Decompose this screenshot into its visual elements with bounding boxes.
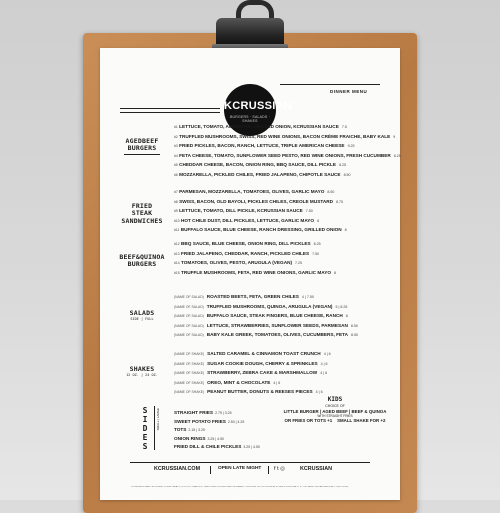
item-description: FRIED JALAPENO, CHEDDAR, RANCH, PICKLED CHILES (180, 250, 310, 256)
kids-extras (280, 418, 390, 423)
item-description: PARMESAN, MOZZARELLA, TOMATOES, OLIVES, GARLIC MAYO (179, 189, 325, 194)
menu-item (174, 380, 280, 385)
menu-item (174, 143, 355, 148)
item-number: #7 (174, 190, 178, 194)
section-beef-quinoa-burgers (114, 254, 170, 269)
item-price: 8.50 (327, 190, 335, 194)
sides-letter: S (142, 406, 148, 415)
menu-item (174, 208, 313, 213)
item-name-placeholder: (NAME OF SHAKE) (174, 352, 205, 356)
footer-rule (130, 462, 370, 463)
sides-letter: D (142, 424, 148, 433)
kids-title: KIDS (327, 396, 343, 403)
menu-item (174, 332, 358, 337)
item-description: TRUFFLE MUSHROOMS, FETA, RED WINE ONIONS, GARLIC MAYO (180, 269, 331, 275)
kids-menu (280, 396, 390, 423)
kids-shake-option: SMALL SHAKE FOR (337, 418, 380, 423)
menu-item (174, 251, 319, 256)
item-price: 8.25 (313, 242, 321, 246)
sides-letter: I (142, 415, 148, 424)
section-shakes (120, 366, 164, 377)
item-description: LETTUCE, TOMATO, AMERICAN, GRILLED ONION, KCRUSSIAN SAUCE (179, 124, 339, 129)
item-number: #13 (174, 251, 180, 256)
section-title-2: BURGERS (127, 260, 157, 269)
item-price: 8 (345, 314, 348, 318)
section-fried-steak-sandwiches (116, 203, 168, 225)
menu-item (174, 218, 319, 223)
item-description: SWISS, BACON, OLD BAYOLI, PICKLES CHILES, CREOLE MUSTARD (179, 198, 334, 204)
side-name: TOTS (174, 427, 187, 432)
item-description: HOT CHILE DUST, DILL PICKLES, LETTUCE, GARLIC MAYO (180, 217, 315, 223)
kids-choice-label: CHOICE OF (325, 404, 345, 408)
fine-print: *CONSUMING RAW OR UNDERCOOKED MEATS, POULTRY, SEAFOOD, SHELLFISH OR EGGS MAY INCREASE YOUR RISK OF FOOD BORNE ILLNESS, ESPECIALLY IF YOU HAVE CERTAIN MEDICAL CONDITIONS. (130, 486, 349, 488)
menu-item (174, 270, 336, 275)
item-description: OREO, MINT & CHOCOLATE (207, 379, 271, 385)
side-item (174, 419, 244, 424)
menu-item (174, 241, 321, 246)
item-description: SALTED CARAMEL & CINNAMON TOAST CRUNCH (207, 351, 321, 356)
side-name: FRIED DILL & CHILE PICKLES (174, 444, 242, 449)
item-price: 8.25 (339, 163, 347, 167)
item-price: 4 | 6 (273, 380, 281, 385)
header-rule-left (120, 108, 220, 109)
side-price: 3.25 | 4.50 (243, 445, 260, 449)
item-number: #4 (174, 153, 178, 158)
item-price: 9 (393, 134, 396, 139)
item-price: 4 | 6 (320, 361, 328, 366)
section-title-2: STEAK (131, 209, 153, 218)
header-rule-left-2 (120, 112, 220, 113)
item-description: BUFFALO SAUCE, BLUE CHEESE, RANCH DRESSING, GRILLED ONION (180, 227, 342, 232)
side-item (174, 436, 224, 441)
section-subtitle: SIDE | FULL (130, 317, 154, 322)
menu-item (174, 370, 327, 375)
item-number: #1 (174, 125, 178, 129)
section-title: AGEDBEEF (125, 137, 159, 145)
sides-divider (154, 406, 155, 450)
sides-letter: E (142, 433, 148, 442)
item-name-placeholder: (NAME OF SHAKE) (174, 390, 205, 394)
item-name-placeholder: (NAME OF SHAKE) (174, 361, 205, 366)
menu-item (174, 323, 358, 328)
item-price: 8 (317, 218, 320, 223)
item-description: PEANUT BUTTER, DONUTS & REESES PIECES (207, 389, 313, 394)
item-number: #6 (174, 172, 178, 177)
item-number: #5 (174, 163, 178, 167)
menu-item (174, 294, 314, 299)
item-number: #3 (174, 144, 178, 148)
item-number: #8 (174, 199, 178, 204)
menu-item (174, 124, 347, 129)
item-description: ROASTED BEETS, FETA, GREEN CHILES (206, 294, 299, 299)
menu-item (174, 304, 347, 309)
kids-fries-option: OR FRIES OR TOTS (284, 418, 326, 423)
section-salads (120, 310, 164, 321)
item-price: 9.25 (347, 144, 355, 148)
item-description: FRIED PICKLES, BACON, RANCH, LETTUCE, TRIPLE AMERICAN CHEESE (179, 143, 345, 148)
item-price: 4 | 6 (320, 371, 328, 375)
side-name: STRAIGHT FRIES (174, 410, 214, 415)
item-description: LETTUCE, STRAWBERRIES, SUNFLOWER SEEDS, PARMESAN (206, 322, 348, 328)
menu-item (174, 361, 328, 366)
menu-item (174, 389, 323, 394)
brand-name: KCRUSSIAN (224, 100, 293, 112)
item-description: BBQ SAUCE, BLUE CHEESE, ONION RING, DILL PICKLES (180, 241, 311, 246)
section-title: SALADS (129, 309, 155, 317)
item-description: TRUFFLED MUSHROOMS, QUINOA, ARUGULA (VEGAN) (206, 303, 333, 309)
item-price: 8.50 (343, 172, 351, 177)
kids-fries-price: +1 (327, 418, 333, 423)
item-price: 8.50 (350, 323, 358, 328)
item-name-placeholder: (NAME OF SALAD) (174, 314, 204, 318)
item-price: 8.75 (336, 199, 344, 204)
section-subtitle: 12 OZ. | 24 OZ. (126, 373, 158, 378)
item-number: #15 (174, 270, 180, 275)
menu-item (174, 172, 351, 177)
kids-options: LITTLE BURGER | AGED BEEF | BEEF & QUINOA (283, 409, 387, 414)
hours-text: OPEN LATE NIGHT (218, 466, 262, 471)
item-description: BUFFALO SAUCE, STEAK FINGERS, BLUE CHEESE, RANCH (206, 313, 343, 318)
side-name: SWEET POTATO FRIES (174, 418, 226, 424)
side-item (174, 427, 205, 432)
item-description: STRAWBERRY, ZEBRA CAKE & MARSHMALLOW (207, 370, 318, 375)
header-rule-right (280, 84, 380, 85)
item-price: 7.25 (295, 261, 303, 265)
item-description: MOZZARELLA, PICKLED CHILES, FRIED JALAPENO, CHIPOTLE SAUCE (179, 171, 341, 177)
menu-item (174, 153, 401, 158)
website-link[interactable]: KCRUSSIAN.COM (154, 466, 201, 472)
item-description: LETTUCE, TOMATO, DILL PICKLE, KCRUSSIAN SAUCE (179, 208, 303, 213)
section-title: SHAKES (129, 365, 155, 373)
item-description: FETA CHEESE, TOMATO, SUNFLOWER SEED PESTO, RED WINE ONIONS, FRESH CUCUMBER (179, 152, 391, 158)
item-price: 8 (333, 270, 336, 275)
item-price: 8 (344, 228, 347, 232)
twitter-icon[interactable]: t (277, 466, 279, 472)
section-title-2: BURGERS (127, 144, 157, 153)
item-price: 7.5 (341, 125, 347, 129)
item-number: #14 (174, 261, 180, 265)
menu-page (100, 48, 400, 500)
item-number: #10 (174, 218, 180, 223)
kids-with-fries: WITH STRAIGHT FRIES (317, 414, 353, 418)
item-price: 7.50 (305, 209, 313, 213)
sides-label (138, 406, 152, 451)
item-number: #11 (174, 228, 180, 232)
side-item (174, 444, 260, 449)
section-title: BEEF&QUINOA (119, 253, 165, 261)
item-price: 4 | 6 (323, 352, 331, 356)
item-description: SUGAR COOKIE DOUGH, CHERRY & SPRINKLES (207, 360, 318, 366)
instagram-icon[interactable]: ◎ (280, 466, 285, 472)
social-handle[interactable]: KCRUSSIAN (300, 466, 333, 472)
side-price: 2.15 | 3.25 (188, 428, 205, 432)
item-price: 4 | 6 (315, 390, 323, 394)
section-title-3: SANDWICHES (121, 216, 163, 225)
item-name-placeholder: (NAME OF SHAKE) (174, 380, 205, 385)
menu-item (174, 313, 348, 318)
item-description: TRUFFLED MUSHROOMS, SWISS, RED WINE ONIONS, BACON CRÈME FRAICHE, BABY KALE (179, 133, 391, 139)
menu-item (174, 134, 395, 139)
menu-title: DINNER MENU (330, 89, 368, 94)
sides-letter: S (142, 442, 148, 451)
section-title: FRIED (131, 202, 153, 210)
menu-item (174, 189, 334, 194)
item-name-placeholder: (NAME OF SALAD) (174, 323, 204, 328)
item-name-placeholder: (NAME OF SHAKE) (174, 371, 205, 375)
menu-item (174, 199, 343, 204)
section-aged-beef-burgers (116, 138, 168, 153)
item-description: TOMATOES, OLIVES, PESTO, ARUGULA (VEGAN) (180, 260, 293, 265)
item-name-placeholder: (NAME OF SALAD) (174, 295, 204, 299)
item-description: BABY KALE GREEK, TOMATOES, OLIVES, CUCUMBERS, FETA (206, 332, 349, 337)
item-name-placeholder: (NAME OF SALAD) (174, 304, 204, 309)
side-price: 2.50 | 4.25 (227, 419, 245, 424)
item-price: 4 | 7.50 (301, 295, 314, 299)
side-price: 2.75 | 3.25 (215, 411, 232, 415)
social-icons[interactable] (274, 466, 285, 472)
facebook-icon[interactable]: f (274, 466, 276, 472)
sides-subtitle: SMALL | LARGE (156, 408, 160, 431)
side-item (174, 410, 232, 415)
item-number: #9 (174, 209, 178, 213)
item-price: 5 | 8.25 (335, 304, 348, 309)
item-price: 8.25 (393, 153, 401, 158)
item-description: CHEDDAR CHEESE, BACON, ONION RING, BBQ SAUCE, DILL PICKLE (179, 162, 337, 167)
item-number: #12 (174, 242, 180, 246)
item-price: 8.50 (351, 333, 359, 337)
item-number: #2 (174, 134, 178, 139)
sides-title (138, 406, 152, 451)
menu-item (174, 351, 331, 356)
brand-tagline: BURGERS · SALADS · SHAKES (230, 115, 270, 123)
item-name-placeholder: (NAME OF SALAD) (174, 333, 204, 337)
menu-item (174, 227, 347, 232)
side-name: ONION RINGS (174, 435, 206, 441)
menu-item (174, 260, 302, 265)
kids-shake-price: +2 (380, 418, 386, 423)
item-price: 7.50 (312, 251, 320, 256)
side-price: 3.25 | 4.50 (207, 436, 224, 441)
menu-item (174, 162, 346, 167)
